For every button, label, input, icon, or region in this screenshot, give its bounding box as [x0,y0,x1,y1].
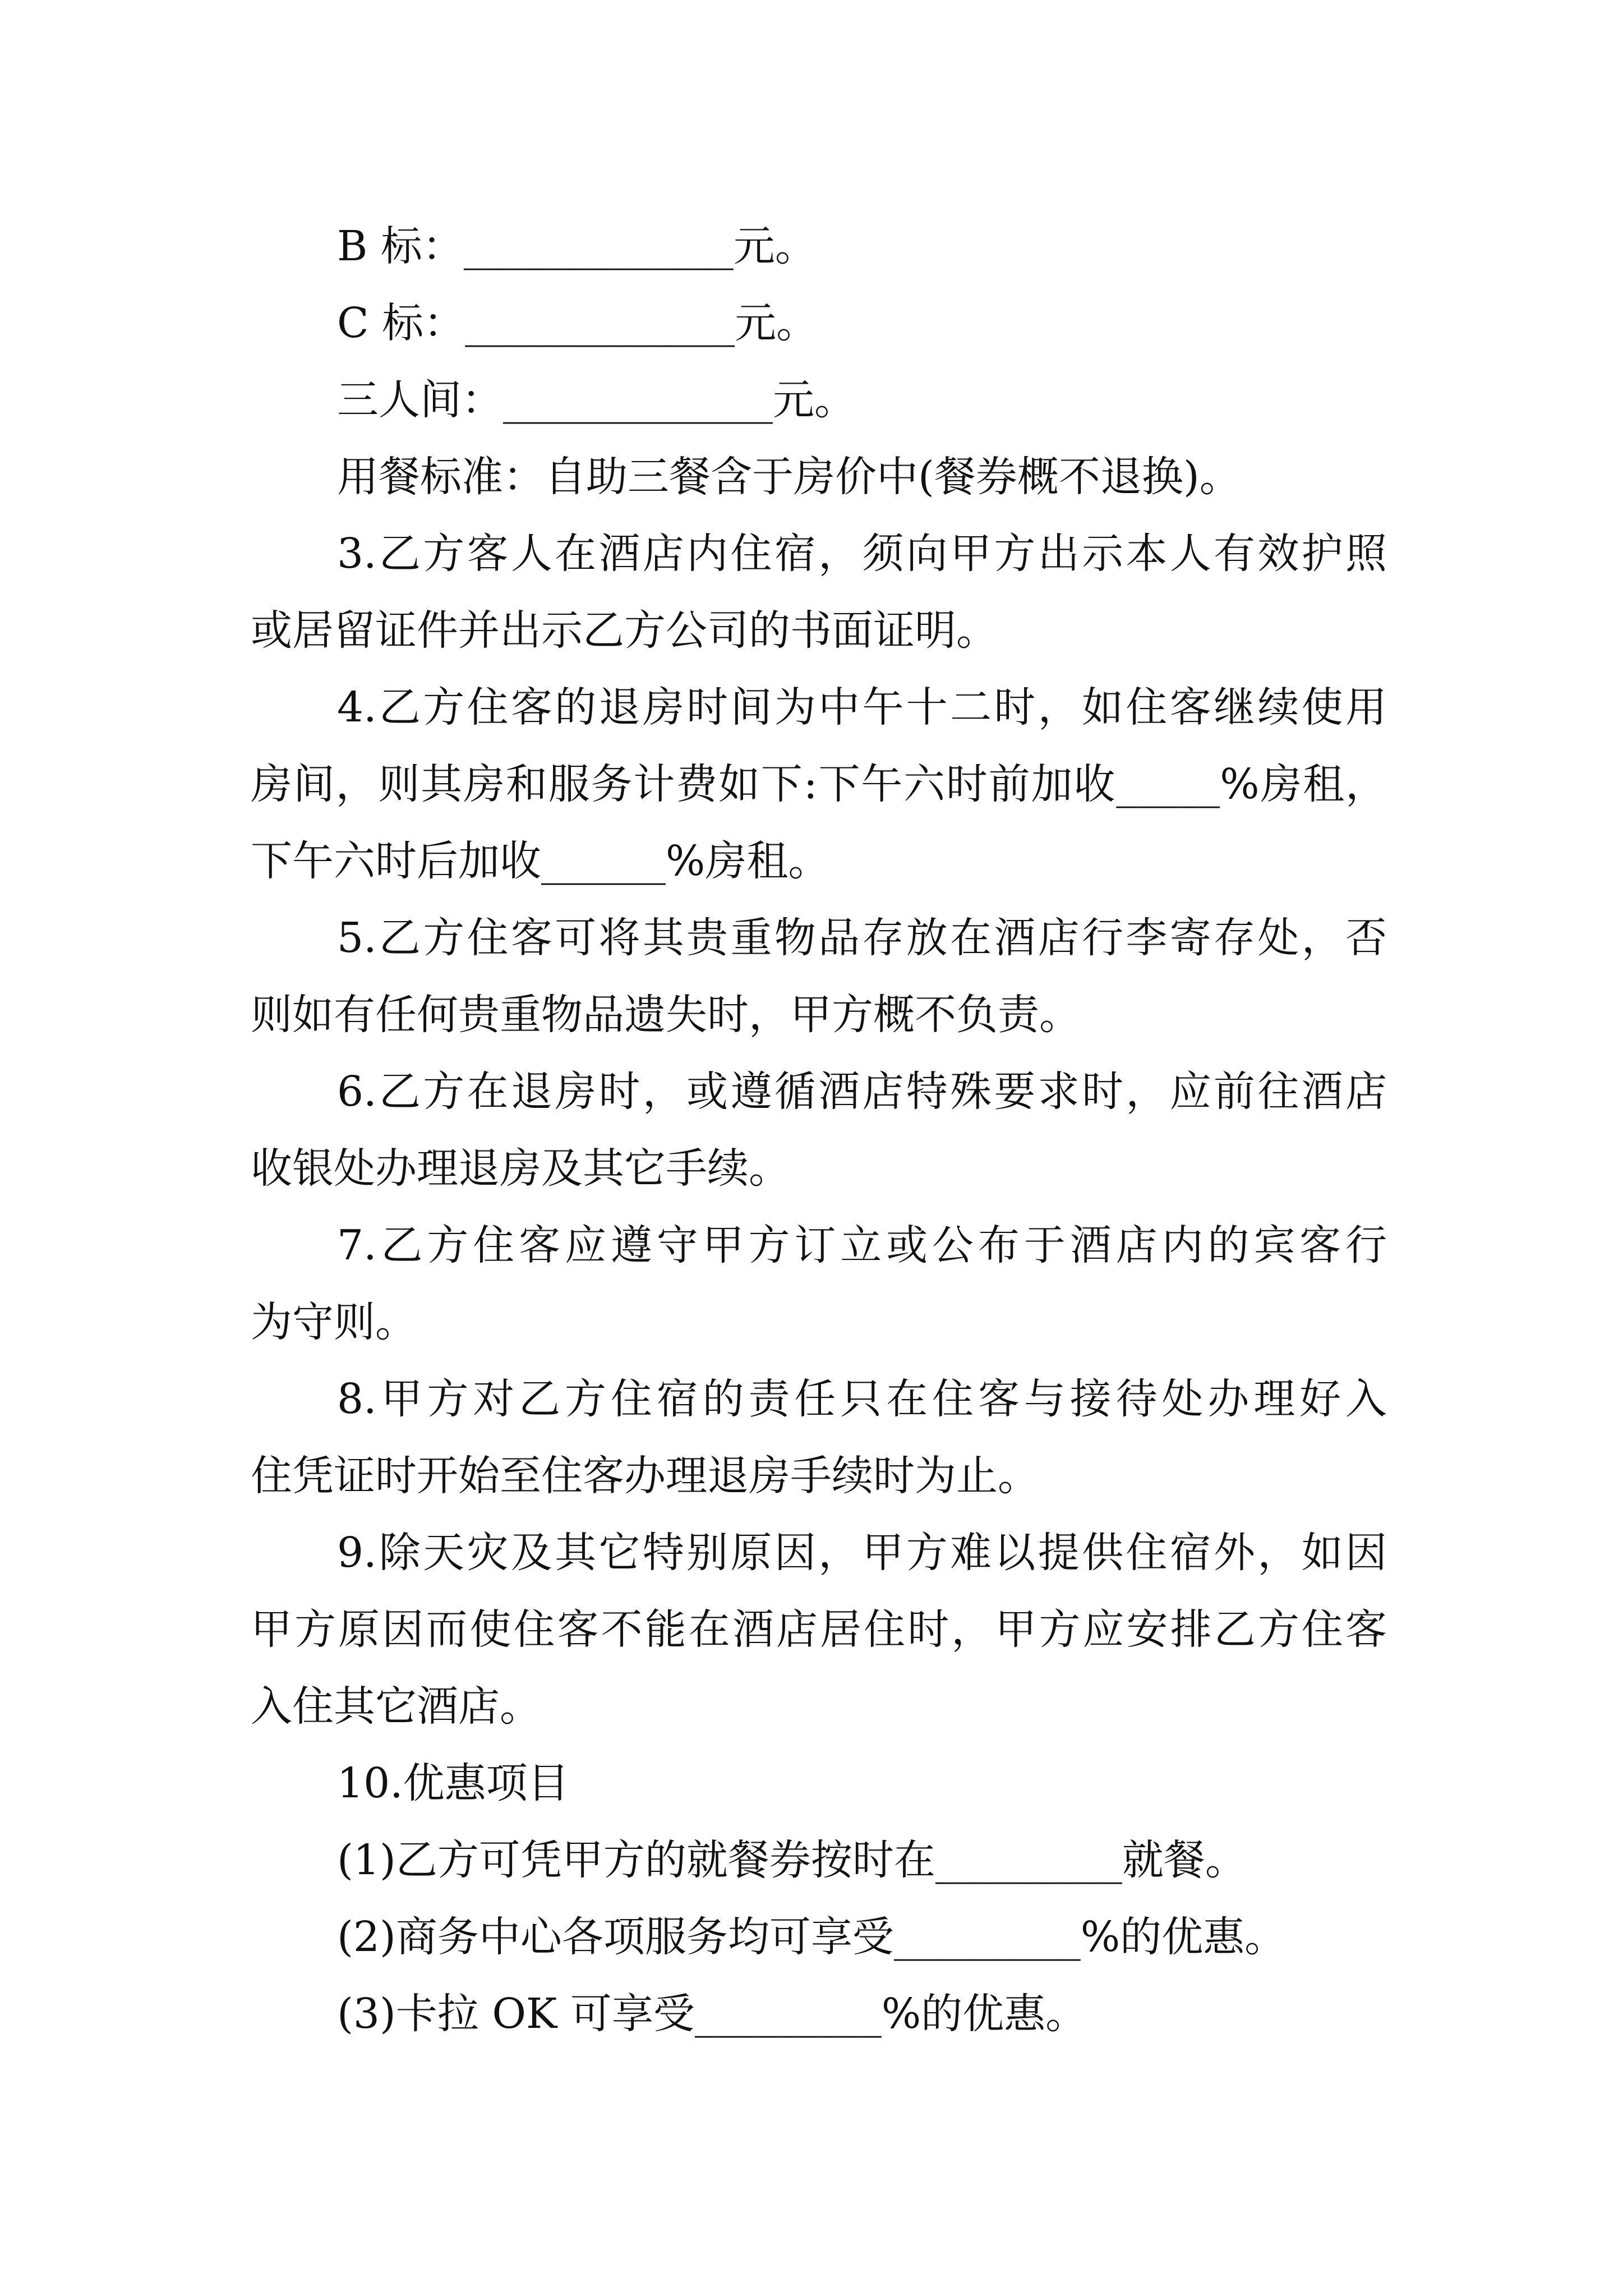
clause-8 [251,1361,1387,1515]
clause-4-line-3: 下午六时后加收______%房租。 [251,837,830,885]
clause-7-line-2: 为守则。 [251,1298,417,1346]
clause-8-line-2: 住凭证时开始至住客办理退房手续时为止。 [251,1452,1039,1500]
clause-7 [251,1207,1387,1361]
clause-3-line-2: 或居留证件并出示乙方公司的书面证明。 [251,606,998,655]
price-b-standard-line: B 标：_____________元。 [337,222,817,270]
benefit-item-3 [251,1976,1387,2053]
meal-standard [251,439,1387,516]
document-body [251,208,1387,2053]
benefit-item-2 [251,1899,1387,1976]
clause-5 [251,900,1387,1053]
clause-7-line-1: 7.乙方住客应遵守甲方订立或公布于酒店内的宾客行 [337,1221,1387,1269]
price-b-standard [251,208,1387,285]
clause-4 [251,669,1387,900]
clause-3-line-1: 3.乙方客人在酒店内住宿，须向甲方出示本人有效护照 [337,530,1387,578]
meal-standard-line: 用餐标准：自助三餐含于房价中(餐券概不退换)。 [337,453,1241,501]
clause-8-line-1: 8.甲方对乙方住宿的责任只在住客与接待处办理好入 [337,1375,1387,1423]
price-c-standard-line: C 标：_____________元。 [337,299,818,347]
clause-4-line-2: 房间，则其房和服务计费如下:下午六时前加收_____%房租， [251,760,1387,808]
clause-6 [251,1053,1387,1207]
benefit-item-3-line: (3)卡拉 OK 可享受_________%的优惠。 [337,1990,1087,2038]
clause-9 [251,1515,1387,1745]
clause-6-line-2: 收银处办理退房及其它手续。 [251,1144,790,1193]
price-triple-room [251,362,1387,439]
clause-4-line-1: 4.乙方住客的退房时间为中午十二时，如住客继续使用 [337,683,1387,731]
benefit-item-2-line: (2)商务中心各项服务均可享受_________%的优惠。 [337,1913,1287,1961]
clause-10-heading-line: 10.优惠项目 [337,1759,569,1807]
clause-10-heading [251,1745,1387,1822]
clause-3 [251,516,1387,669]
price-c-standard [251,285,1387,362]
clause-6-line-1: 6.乙方在退房时，或遵循酒店特殊要求时，应前往酒店 [337,1068,1387,1116]
clause-9-line-3: 入住其它酒店。 [251,1682,541,1731]
benefit-item-1-line: (1)乙方可凭甲方的就餐券按时在_________就餐。 [337,1836,1247,1884]
clause-5-line-2: 则如有任何贵重物品遗失时，甲方概不负责。 [251,991,1081,1039]
clause-9-line-1: 9.除天灾及其它特别原因，甲方难以提供住宿外，如因 [337,1529,1387,1577]
benefit-item-1 [251,1822,1387,1899]
clause-5-line-1: 5.乙方住客可将其贵重物品存放在酒店行李寄存处，否 [337,914,1387,962]
price-triple-room-line: 三人间：_____________元。 [337,376,856,424]
clause-9-line-2: 甲方原因而使住客不能在酒店居住时，甲方应安排乙方住客 [251,1605,1387,1654]
